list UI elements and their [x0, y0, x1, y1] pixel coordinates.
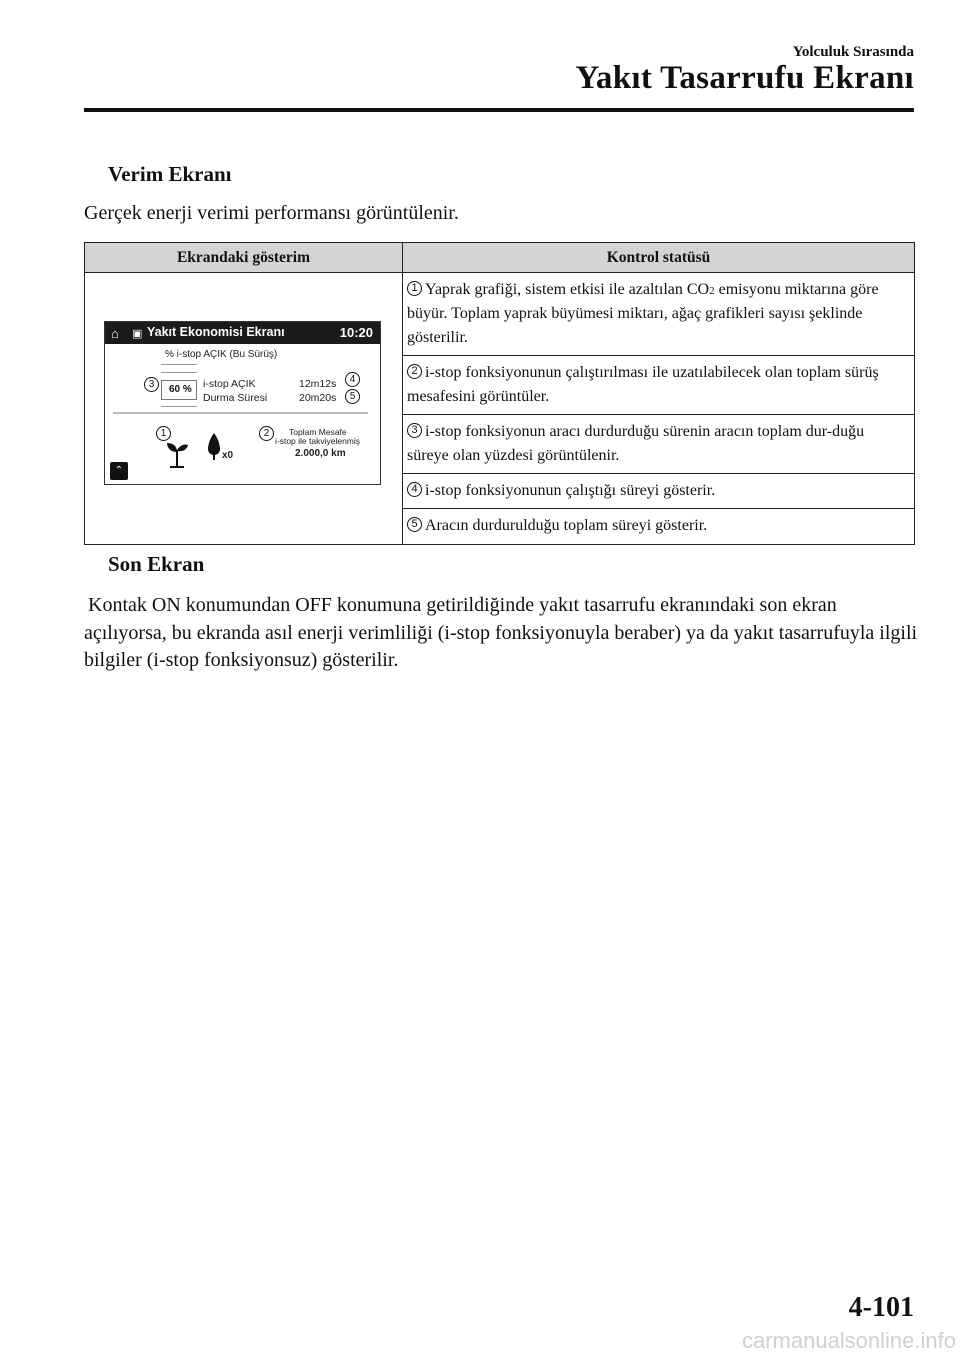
section-heading-efficiency: Verim Ekranı: [108, 162, 232, 186]
distance-value: 2.000,0 km: [295, 448, 346, 459]
screen-title-bar: [105, 322, 380, 344]
stop-time-value: 20m20s: [299, 392, 337, 404]
status-cell-2: [403, 356, 915, 415]
back-icon: ⌃: [110, 462, 128, 480]
status-cell-4: [403, 474, 915, 509]
callout-number-5: 5: [407, 517, 422, 532]
screen-title: Yakıt Ekonomisi Ekranı: [147, 325, 285, 339]
callout-number-2: 2: [407, 364, 422, 379]
status-text-1a: Yaprak grafiği, sistem etkisi ile azaltılan CO: [425, 281, 710, 298]
page-number: 4-101: [848, 1292, 914, 1323]
screen-separator: [113, 412, 368, 414]
chapter-title: Yakıt Tasarrufu Ekranı: [575, 60, 914, 96]
distance-label-2: i-stop ile takviyelenmiş: [275, 436, 361, 446]
tree-icon: [207, 432, 221, 460]
callout-marker-2: 2: [259, 426, 274, 441]
sprout-icon: [165, 438, 189, 468]
callout-marker-1: 1: [156, 426, 171, 441]
callout-number-3: 3: [407, 423, 422, 438]
section-intro: Gerçek enerji verimi performansı görüntülenir.: [84, 202, 459, 224]
callout-marker-5: 5: [345, 389, 360, 404]
display-illustration-cell: [85, 273, 403, 545]
distance-label-1: Toplam Mesafe: [289, 427, 347, 437]
chapter-subtitle: Yolculuk Sırasında: [792, 44, 914, 60]
status-text-1-sub: 2: [709, 285, 715, 297]
table-header-display: Ekrandaki gösterim: [85, 243, 403, 273]
istop-percent: 60 %: [169, 384, 192, 395]
status-text-3: i-stop fonksiyonun aracı durdurduğu sürenin aracın toplam dur-duğu süreye olan yüzdesi görüntülenir.: [407, 423, 865, 464]
tree-count: x0: [222, 450, 234, 461]
header-rule: [84, 108, 914, 112]
istop-header: % i-stop AÇIK (Bu Sürüş): [165, 349, 278, 360]
status-text-1b: emisyonu miktarına göre büyür. Toplam yaprak büyümesi miktarı, ağaç grafikleri sayısı şeklinde gösterilir.: [407, 281, 879, 346]
istop-on-label: i-stop AÇIK: [203, 378, 256, 390]
display-status-table: [84, 242, 915, 545]
callout-marker-4: 4: [345, 372, 360, 387]
section-body: Kontak ON konumundan OFF konumuna getirildiğinde yakıt tasarrufu ekranındaki son ekran açılıyorsa, bu ekranda asıl enerji verimliliği (i-stop fonksiyonuyla beraber) ya da yakıt tasarrufuyla ilgili bilgiler (i-stop fonksiyonsuz) gösterilir.: [84, 594, 918, 672]
fuel-economy-screen: [104, 321, 381, 485]
istop-on-value: 12m12s: [299, 378, 337, 390]
callout-number-1: 1: [407, 281, 422, 296]
screen-clock: 10:20: [339, 325, 373, 340]
stop-time-label: Durma Süresi: [203, 392, 268, 404]
home-icon: ⌂: [111, 326, 119, 341]
status-cell-3: [403, 415, 915, 474]
status-text-5: Aracın durdurulduğu toplam süreyi gösterir.: [425, 517, 708, 534]
section-heading-last-screen: Son Ekran: [108, 552, 205, 576]
table-header-status: Kontrol statüsü: [403, 243, 915, 273]
status-text-2: i-stop fonksiyonunun çalıştırılması ile uzatılabilecek olan toplam sürüş mesafesini görüntüler.: [407, 364, 879, 405]
status-cell-1: [403, 273, 915, 356]
callout-marker-3: 3: [144, 377, 159, 392]
watermark: carmanualsonline.info: [741, 1328, 956, 1353]
app-icon: ▣: [132, 328, 143, 340]
callout-number-4: 4: [407, 482, 422, 497]
status-text-4: i-stop fonksiyonunun çalıştığı süreyi gösterir.: [425, 482, 716, 499]
status-cell-5: [403, 509, 915, 545]
